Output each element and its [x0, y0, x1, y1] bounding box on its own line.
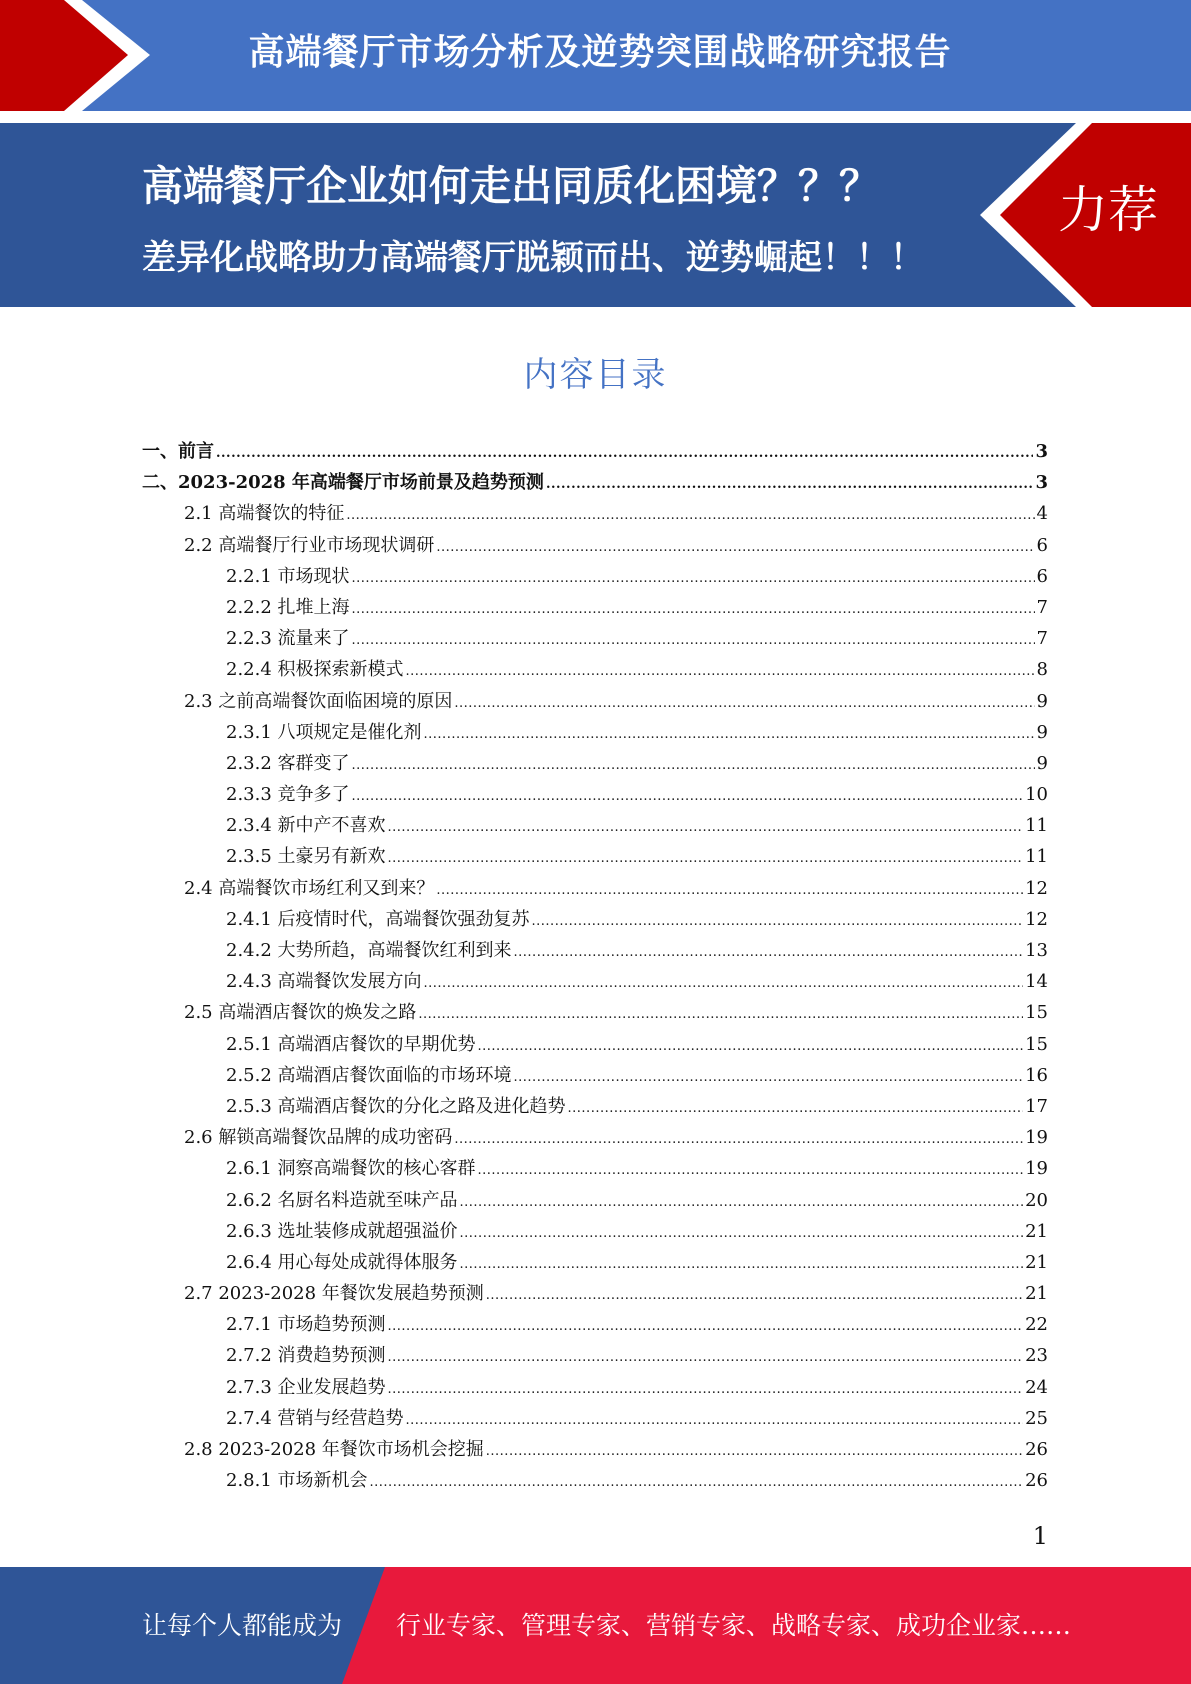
toc-entry-label: 2.6.3 选址装修成就超强溢价: [226, 1220, 458, 1242]
toc-entry-page: 15: [1025, 1033, 1048, 1055]
toc-entry-label: 2.5.3 高端酒店餐饮的分化之路及进化趋势: [226, 1095, 566, 1117]
table-of-contents: [142, 436, 1048, 1496]
toc-dot-leader: [388, 843, 1024, 874]
toc-entry-page: 10: [1025, 784, 1048, 806]
report-title: 高端餐厅市场分析及逆势突围战略研究报告: [248, 32, 952, 73]
toc-dot-leader: [370, 1467, 1024, 1498]
toc-entry-label: 2.7.3 企业发展趋势: [226, 1376, 386, 1398]
toc-entry-page: 22: [1025, 1314, 1048, 1336]
toc-entry[interactable]: [142, 1029, 1048, 1060]
toc-entry-label: 2.2.2 扎堆上海: [226, 596, 350, 618]
toc-entry-label: 2.3 之前高端餐饮面临困境的原因: [184, 690, 453, 712]
toc-entry-label: 2.2.4 积极探索新模式: [226, 659, 404, 681]
toc-entry[interactable]: [142, 686, 1048, 717]
toc-entry[interactable]: [142, 904, 1048, 935]
toc-entry[interactable]: [142, 841, 1048, 872]
toc-dot-leader: [352, 594, 1035, 625]
toc-entry-page: 21: [1025, 1251, 1048, 1273]
toc-entry[interactable]: [142, 1060, 1048, 1091]
toc-entry-label: 2.4 高端餐饮市场红利又到来？: [184, 877, 435, 899]
toc-entry[interactable]: [142, 436, 1048, 467]
toc-entry-page: 25: [1025, 1407, 1048, 1429]
toc-dot-leader: [352, 563, 1035, 594]
toc-dot-leader: [478, 1031, 1024, 1062]
hero-headline: 高端餐厅企业如何走出同质化困境？？？: [142, 162, 880, 210]
toc-entry-page: 26: [1025, 1439, 1048, 1460]
toc-entry[interactable]: [142, 654, 1048, 685]
toc-entry-label: 2.4.1 后疫情时代，高端餐饮强劲复苏: [226, 908, 530, 930]
toc-entry[interactable]: [142, 748, 1048, 779]
recommend-badge: 力荐: [1058, 181, 1158, 239]
toc-entry[interactable]: [142, 1465, 1048, 1496]
toc-entry[interactable]: [142, 467, 1048, 498]
toc-entry-page: 11: [1025, 846, 1048, 868]
toc-entry[interactable]: [142, 530, 1048, 561]
toc-entry[interactable]: [142, 1372, 1048, 1403]
toc-entry-label: 2.3.4 新中产不喜欢: [226, 815, 386, 837]
toc-entry-page: 16: [1025, 1064, 1048, 1086]
toc-dot-leader: [436, 875, 1023, 906]
toc-entry-page: 12: [1025, 877, 1048, 899]
toc-entry-page: 4: [1036, 503, 1048, 525]
toc-entry-label: 2.6.4 用心每处成就得体服务: [226, 1251, 458, 1273]
toc-entry-label: 2.8 2023-2028 年餐饮市场机会挖掘: [184, 1439, 484, 1460]
toc-dot-leader: [532, 906, 1024, 937]
toc-entry-label: 2.4.2 大势所趋，高端餐饮红利到来: [226, 940, 512, 961]
toc-entry-page: 7: [1036, 628, 1048, 650]
toc-dot-leader: [406, 1405, 1024, 1436]
toc-entry-page: 23: [1025, 1345, 1048, 1367]
toc-entry[interactable]: [142, 717, 1048, 748]
toc-dot-leader: [460, 1218, 1024, 1249]
toc-entry[interactable]: [142, 1122, 1048, 1153]
toc-dot-leader: [514, 937, 1024, 968]
toc-entry-page: 19: [1025, 1127, 1048, 1149]
page-number: 1: [1032, 1522, 1048, 1550]
toc-entry[interactable]: [142, 810, 1048, 841]
toc-entry-label: 2.5.1 高端酒店餐饮的早期优势: [226, 1033, 476, 1055]
toc-entry-label: 2.3.2 客群变了: [226, 752, 350, 774]
toc-entry[interactable]: [142, 966, 1048, 997]
toc-entry-page: 14: [1025, 971, 1048, 993]
toc-entry[interactable]: [142, 1434, 1048, 1465]
toc-entry-label: 2.6.1 洞察高端餐饮的核心客群: [226, 1158, 476, 1180]
toc-entry-label: 2.7.1 市场趋势预测: [226, 1314, 386, 1336]
toc-dot-leader: [352, 625, 1035, 656]
toc-dot-leader: [460, 1187, 1024, 1218]
toc-entry-label: 2.2.1 市场现状: [226, 565, 350, 587]
toc-dot-leader: [406, 656, 1035, 687]
toc-entry-page: 21: [1025, 1283, 1048, 1305]
toc-entry[interactable]: [142, 997, 1048, 1028]
toc-entry-page: 15: [1025, 1002, 1048, 1024]
toc-dot-leader: [486, 1436, 1023, 1467]
toc-dot-leader: [352, 781, 1024, 812]
toc-entry[interactable]: [142, 1153, 1048, 1184]
toc-entry[interactable]: [142, 1247, 1048, 1278]
toc-entry-label: 2.6.2 名厨名料造就至味产品: [226, 1189, 458, 1211]
toc-entry-page: 7: [1036, 596, 1048, 618]
toc-entry-label: 2.3.1 八项规定是催化剂: [226, 721, 422, 743]
toc-entry-label: 2.7.2 消费趋势预测: [226, 1345, 386, 1367]
toc-entry-page: 21: [1025, 1220, 1048, 1242]
toc-entry[interactable]: [142, 1309, 1048, 1340]
toc-entry-page: 19: [1025, 1158, 1048, 1180]
toc-entry-label: 2.4.3 高端餐饮发展方向: [226, 971, 422, 993]
toc-entry-label: 2.6 解锁高端餐饮品牌的成功密码: [184, 1127, 453, 1149]
toc-entry[interactable]: [142, 1091, 1048, 1122]
toc-entry-page: 13: [1025, 940, 1048, 961]
toc-entry-label: 2.3.3 竞争多了: [226, 784, 350, 806]
toc-entry-label: 2.7 2023-2028 年餐饮发展趋势预测: [184, 1283, 484, 1305]
toc-entry-label: 2.7.4 营销与经营趋势: [226, 1407, 404, 1429]
toc-entry-label: 2.8.1 市场新机会: [226, 1470, 368, 1492]
toc-entry-page: 6: [1036, 565, 1048, 587]
toc-entry[interactable]: [142, 935, 1048, 966]
toc-dot-leader: [352, 750, 1035, 781]
toc-entry-page: 3: [1035, 441, 1048, 462]
toc-dot-leader: [454, 1124, 1023, 1155]
toc-dot-leader: [454, 688, 1034, 719]
toc-entry-label: 一、前言: [142, 441, 214, 462]
toc-dot-leader: [388, 1311, 1024, 1342]
toc-entry[interactable]: [142, 1340, 1048, 1371]
toc-entry[interactable]: [142, 1216, 1048, 1247]
toc-entry-label: 2.5.2 高端酒店餐饮面临的市场环境: [226, 1064, 512, 1086]
toc-dot-leader: [486, 1280, 1023, 1311]
toc-dot-leader: [388, 1342, 1024, 1373]
toc-entry-page: 17: [1025, 1095, 1048, 1117]
toc-dot-leader: [424, 719, 1035, 750]
hero-subheadline: 差异化战略助力高端餐厅脱颖而出、逆势崛起！！！: [142, 238, 924, 278]
toc-dot-leader: [388, 812, 1024, 843]
toc-entry-label: 二、2023-2028 年高端餐厅市场前景及趋势预测: [142, 472, 544, 494]
toc-entry-page: 8: [1036, 659, 1048, 681]
toc-entry-label: 2.1 高端餐饮的特征: [184, 503, 345, 525]
toc-dot-leader: [546, 469, 1034, 500]
toc-entry-page: 12: [1025, 908, 1048, 930]
toc-entry[interactable]: [142, 1278, 1048, 1309]
toc-entry-page: 9: [1036, 690, 1048, 712]
toc-dot-leader: [568, 1093, 1024, 1124]
toc-dot-leader: [424, 968, 1024, 999]
toc-entry-page: 6: [1036, 534, 1048, 556]
toc-entry[interactable]: [142, 498, 1048, 529]
footer-slogan-right: 行业专家、管理专家、营销专家、战略专家、成功企业家……: [396, 1611, 1072, 1640]
toc-entry[interactable]: [142, 623, 1048, 654]
toc-entry-page: 26: [1025, 1470, 1048, 1492]
toc-entry[interactable]: [142, 1185, 1048, 1216]
toc-entry[interactable]: [142, 561, 1048, 592]
toc-entry-page: 24: [1025, 1376, 1048, 1398]
toc-entry[interactable]: [142, 779, 1048, 810]
toc-entry-page: 20: [1025, 1189, 1048, 1211]
toc-entry-page: 9: [1036, 721, 1048, 743]
toc-entry-label: 2.5 高端酒店餐饮的焕发之路: [184, 1002, 417, 1024]
toc-entry[interactable]: [142, 592, 1048, 623]
toc-dot-leader: [346, 500, 1034, 531]
toc-dot-leader: [418, 999, 1023, 1030]
toc-entry-page: 3: [1035, 472, 1048, 494]
toc-entry-label: 2.2 高端餐厅行业市场现状调研: [184, 534, 435, 556]
toc-dot-leader: [216, 438, 1033, 469]
toc-entry-page: 11: [1025, 815, 1048, 837]
toc-dot-leader: [514, 1062, 1024, 1093]
toc-dot-leader: [460, 1249, 1024, 1280]
toc-entry[interactable]: [142, 1403, 1048, 1434]
toc-entry-label: 2.3.5 土豪另有新欢: [226, 846, 386, 868]
toc-dot-leader: [436, 532, 1034, 563]
toc-entry[interactable]: [142, 873, 1048, 904]
toc-title: 内容目录: [523, 355, 668, 395]
toc-dot-leader: [388, 1374, 1024, 1405]
footer-slogan-left: 让每个人都能成为: [142, 1611, 343, 1640]
toc-dot-leader: [478, 1155, 1024, 1186]
toc-entry-label: 2.2.3 流量来了: [226, 628, 350, 650]
toc-entry-page: 9: [1036, 752, 1048, 774]
